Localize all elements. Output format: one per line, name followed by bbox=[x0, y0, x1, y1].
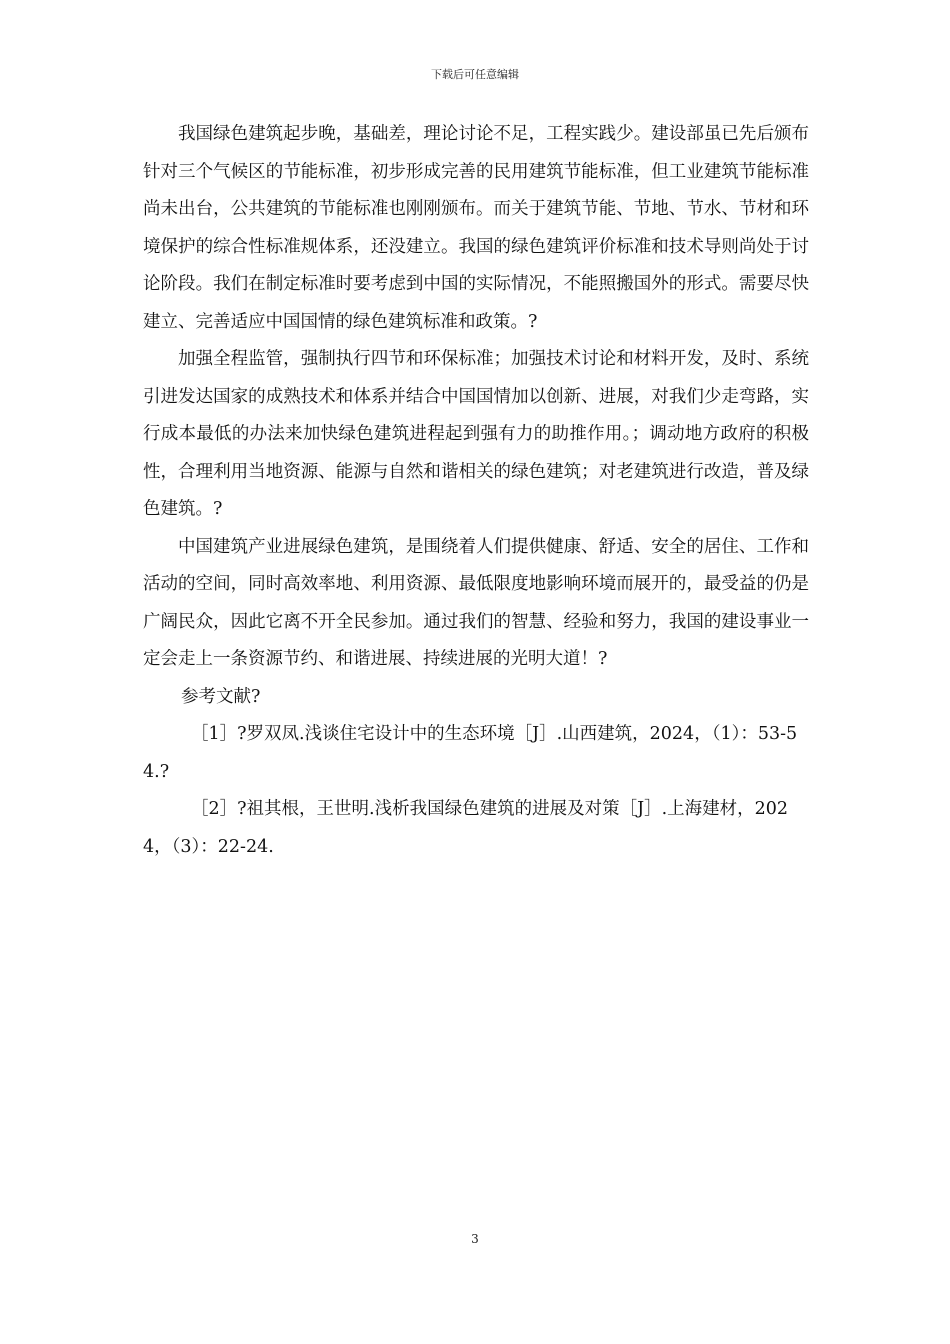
document-body bbox=[143, 116, 809, 866]
reference-item-2: ［2］?祖其根，王世明.浅析我国绿色建筑的进展及对策［J］.上海建材，2024，（3）：22-24. bbox=[143, 799, 789, 857]
paragraph-supervision: 加强全程监管，强制执行四节和环保标准；加强技术讨论和材料开发，及时、系统引进发达国家的成熟技术和体系并结合中国国情加以创新、进展，对我们少走弯路，实行成本最低的办法来加快绿色建筑进程起到强有力的助推作用。；调动地方政府的积极性，合理利用当地资源、能源与自然和谐相关的绿色建筑；对老建筑进行改造，普及绿色建筑。? bbox=[143, 349, 809, 519]
references-title: 参考文献? bbox=[181, 686, 261, 707]
paragraph-standards: 我国绿色建筑起步晚，基础差，理论讨论不足，工程实践少。建设部虽已先后颁布针对三个气候区的节能标准，初步形成完善的民用建筑节能标准，但工业建筑节能标准尚未出台，公共建筑的节能标准也刚刚颁布。而关于建筑节能、节地、节水、节材和环境保护的综合性标准规体系，还没建立。我国的绿色建筑评价标准和技术导则尚处于讨论阶段。我们在制定标准时要考虑到中国的实际情况，不能照搬国外的形式。需要尽快建立、完善适应中国国情的绿色建筑标准和政策。? bbox=[143, 124, 809, 332]
page-number: 3 bbox=[471, 1232, 479, 1246]
page-header: 下载后可任意编辑 bbox=[431, 68, 519, 81]
paragraph-conclusion: 中国建筑产业进展绿色建筑，是围绕着人们提供健康、舒适、安全的居住、工作和活动的空间，同时高效率地、利用资源、最低限度地影响环境而展开的，最受益的仍是广阔民众，因此它离不开全民参加。通过我们的智慧、经验和努力，我国的建设事业一定会走上一条资源节约、和谐进展、持续进展的光明大道！? bbox=[143, 536, 809, 669]
reference-item-1: ［1］?罗双凤.浅谈住宅设计中的生态环境［J］.山西建筑，2024，（1）：53-54.? bbox=[143, 724, 798, 782]
